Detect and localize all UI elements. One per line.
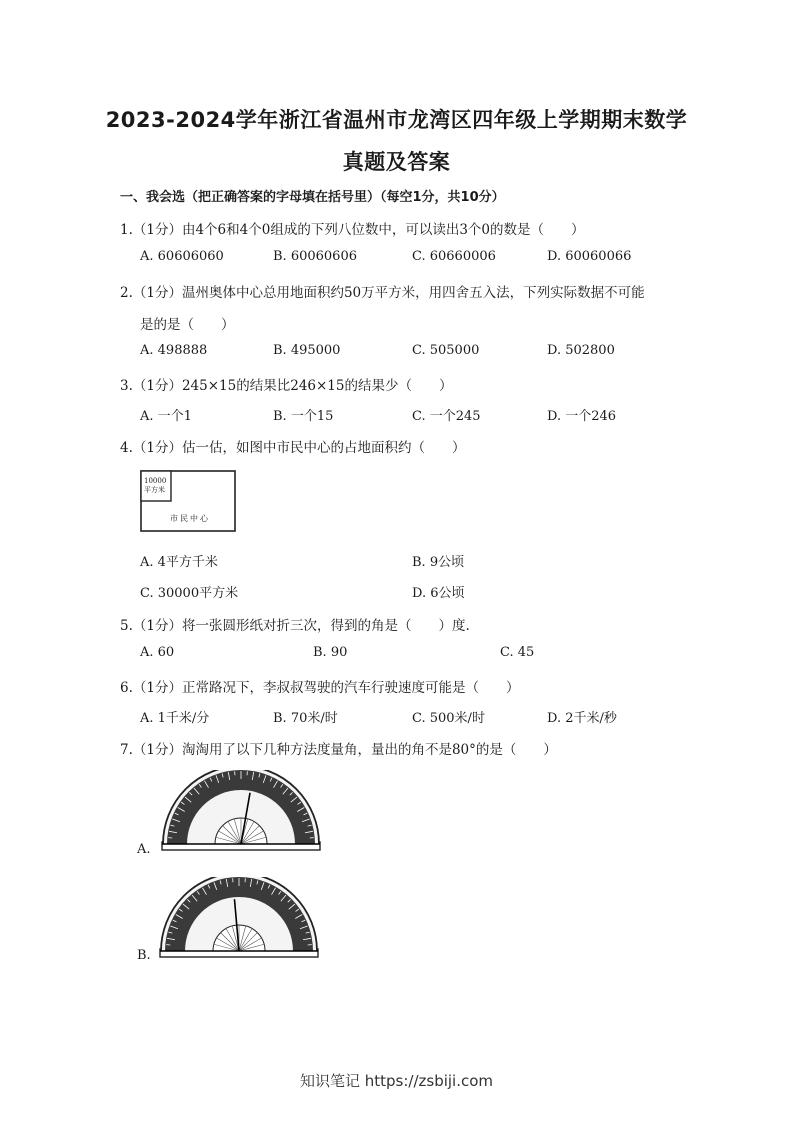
question-1-option-d: D. 60060066	[547, 249, 632, 264]
question-4-option-c: C. 30000平方米	[140, 586, 239, 601]
question-4-figure	[140, 470, 236, 536]
question-3-option-a: A. 一个1	[140, 409, 192, 424]
question-2-option-c: C. 505000	[412, 343, 480, 358]
question-2-option-a: A. 498888	[140, 343, 208, 358]
figure-big-label: 市民中心	[170, 514, 210, 523]
doc-title-line2: 真题及答案	[342, 150, 451, 174]
question-5-option-c: C. 45	[500, 645, 535, 660]
figure-small-label-number: 10000	[144, 477, 167, 485]
protractor-b-image	[158, 877, 320, 963]
question-5-option-b: B. 90	[313, 645, 348, 660]
footer-watermark: 知识笔记 https://zsbiji.com	[299, 1072, 494, 1090]
question-4-option-d: D. 6公顷	[412, 586, 465, 601]
question-2-stem: 2.（1分）温州奥体中心总用地面积约50万平方米，用四舍五入法，下列实际数据不可能	[120, 285, 645, 301]
question-7-option-a: A.	[137, 842, 151, 857]
question-6-option-d: D. 2千米/秒	[547, 711, 617, 726]
question-4-option-a: A. 4平方千米	[140, 555, 218, 570]
question-5-option-a: A. 60	[140, 645, 175, 660]
question-6-option-c: C. 500米/时	[412, 711, 485, 726]
figure-small-label-unit: 平方米	[144, 486, 165, 494]
question-7-option-b: B.	[137, 948, 151, 963]
question-1-option-c: C. 60660006	[412, 249, 496, 264]
question-7-stem: 7.（1分）淘淘用了以下几种方法度量角，量出的角不是80°的是（ ）	[120, 742, 557, 758]
question-4-stem: 4.（1分）估一估，如图中市民中心的占地面积约（ ）	[120, 440, 466, 456]
question-1-stem: 1.（1分）由4个6和4个0组成的下列八位数中，可以读出3个0的数是（ ）	[120, 222, 585, 238]
question-1-option-a: A. 60606060	[140, 249, 224, 264]
question-6-stem: 6.（1分）正常路况下，李叔叔驾驶的汽车行驶速度可能是（ ）	[120, 680, 520, 696]
question-2-stem-cont: 是的是（ ）	[140, 317, 235, 333]
question-3-option-d: D. 一个246	[547, 409, 617, 424]
question-5-stem: 5.（1分）将一张圆形纸对折三次，得到的角是（ ）度.	[120, 618, 470, 634]
question-6-option-b: B. 70米/时	[273, 711, 338, 726]
doc-title-line1: 2023-2024学年浙江省温州市龙湾区四年级上学期期末数学	[105, 108, 688, 132]
question-6-option-a: A. 1千米/分	[140, 711, 210, 726]
section-heading: 一、我会选（把正确答案的字母填在括号里）（每空1分，共10分）	[120, 190, 505, 205]
question-1-option-b: B. 60060606	[273, 249, 357, 264]
question-4-option-b: B. 9公顷	[412, 555, 465, 570]
protractor-a-image	[160, 770, 322, 856]
question-2-option-d: D. 502800	[547, 343, 615, 358]
question-2-option-b: B. 495000	[273, 343, 341, 358]
question-3-option-b: B. 一个15	[273, 409, 334, 424]
question-3-stem: 3.（1分）245×15的结果比246×15的结果少（ ）	[120, 378, 453, 394]
question-3-option-c: C. 一个245	[412, 409, 481, 424]
